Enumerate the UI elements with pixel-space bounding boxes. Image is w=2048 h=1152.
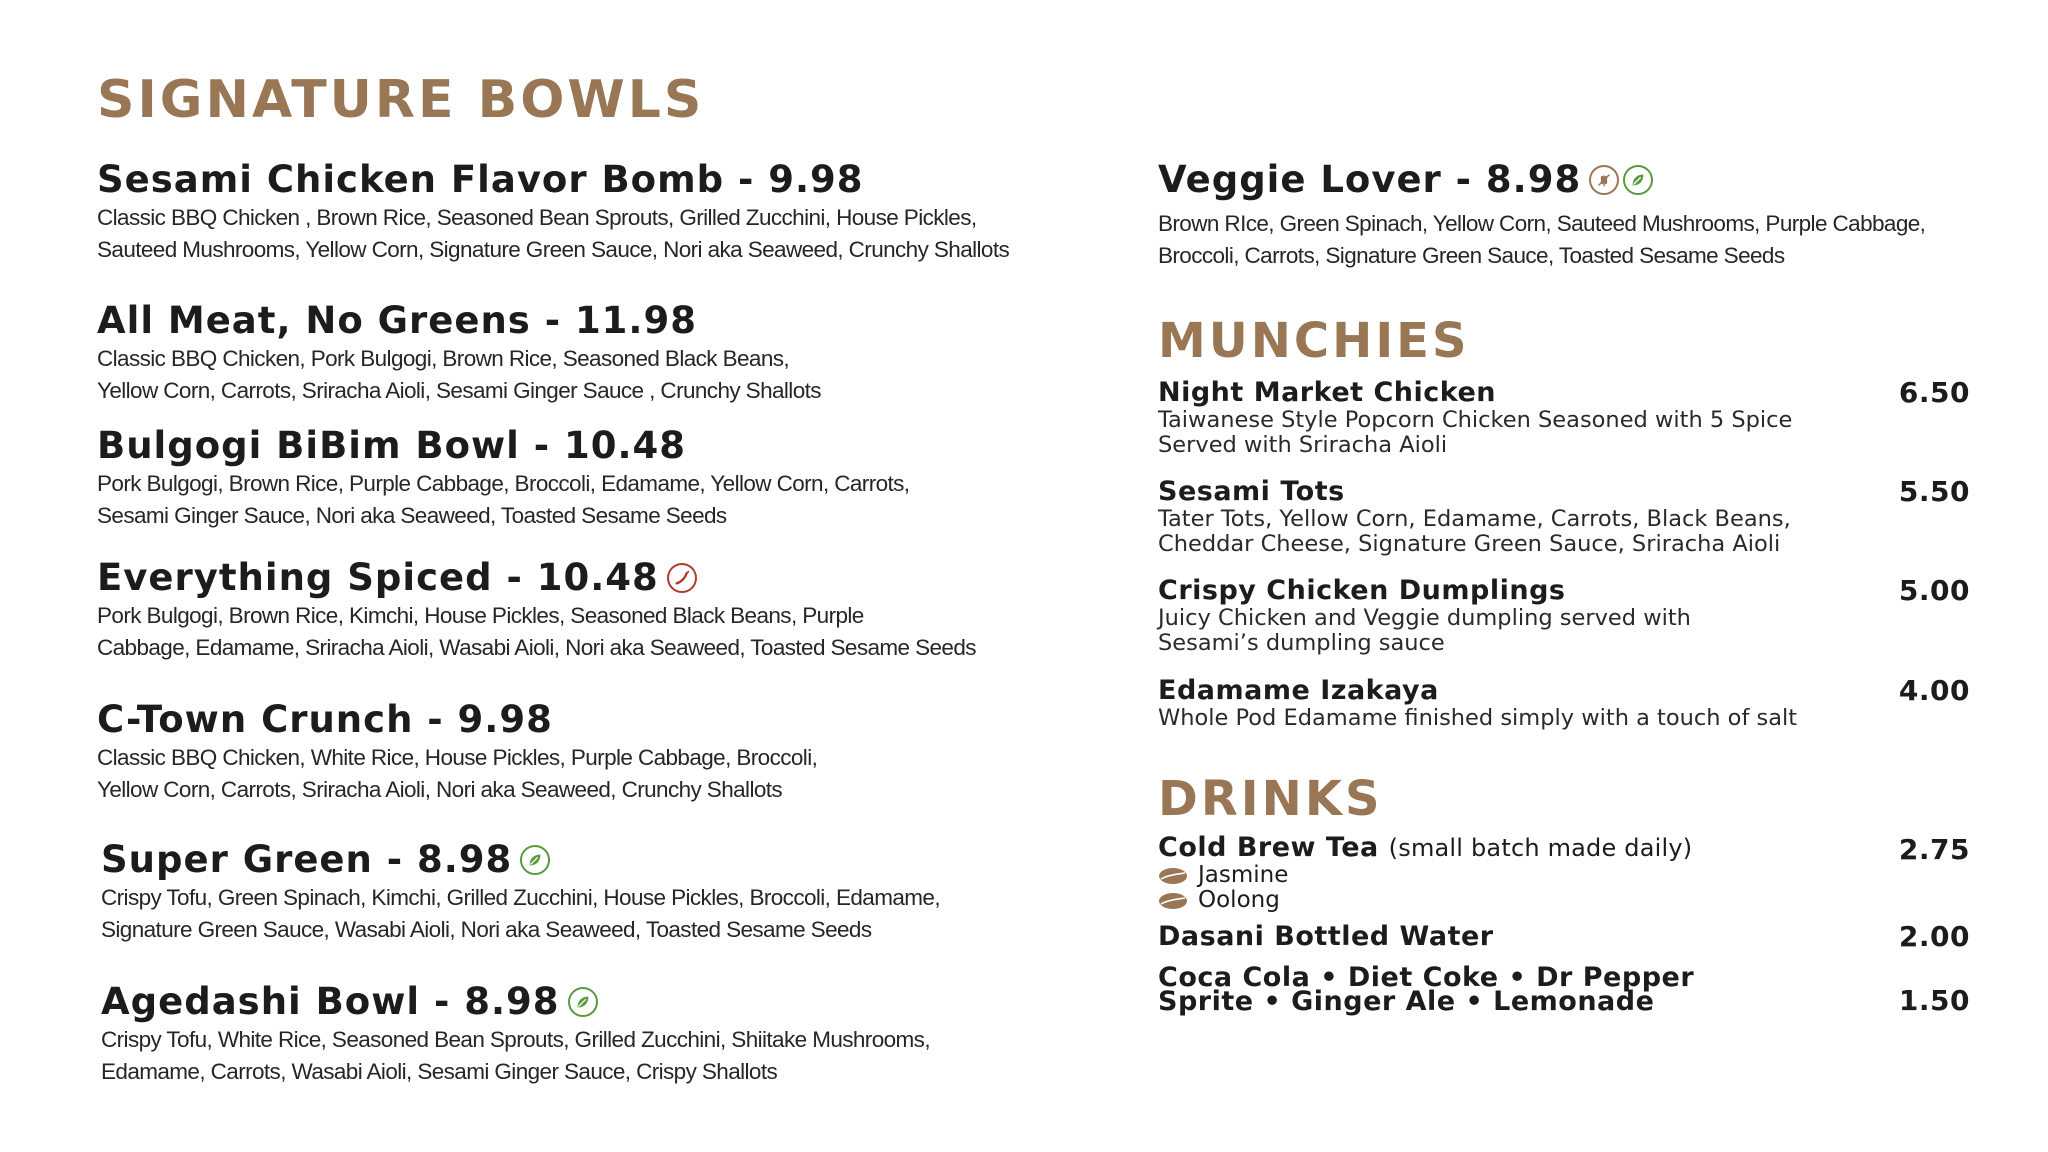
bowl-item: [97, 299, 1117, 407]
bowl-title: Agedashi Bowl - 8.98: [101, 980, 1121, 1024]
item-price: 5.50: [1898, 475, 1970, 508]
bowl-description: Pork Bulgogi, Brown Rice, Purple Cabbage, Broccoli, Edamame, Yellow Corn, Carrots, Sesami Ginger Sauce, Nori aka Seaweed, Toasted Sesame Seeds: [97, 471, 910, 528]
gluten-free-wheat-icon: [1589, 165, 1619, 195]
item-price: 5.00: [1898, 574, 1970, 607]
bowl-title: Super Green - 8.98: [101, 838, 1121, 882]
item-name: Crispy Chicken Dumplings: [1158, 575, 1566, 606]
vegan-leaf-icon: [520, 845, 550, 875]
item-description: Tater Tots, Yellow Corn, Edamame, Carrots, Black Beans, Cheddar Cheese, Signature Green Sauce, Sriracha Aioli: [1158, 506, 1791, 557]
menu-item: [1158, 676, 1970, 731]
item-name: Edamame Izakaya: [1158, 675, 1439, 706]
item-name: Dasani Bottled Water: [1158, 921, 1494, 952]
item-price: 2.00: [1898, 920, 1970, 953]
bowl-description: Crispy Tofu, Green Spinach, Kimchi, Grilled Zucchini, House Pickles, Broccoli, Edamame, Signature Green Sauce, Wasabi Aioli, Nori aka Seaweed, Toasted Sesame Seeds: [101, 885, 940, 942]
bowl-item: [97, 158, 1117, 266]
vegan-leaf-icon: [568, 987, 598, 1017]
bowl-title: C-Town Crunch - 9.98: [97, 698, 553, 741]
drink-item: [1158, 922, 1970, 952]
item-note: (small batch made daily): [1388, 834, 1693, 862]
item-description: Whole Pod Edamame finished simply with a touch of salt: [1158, 705, 1798, 731]
item-name: Coca Cola • Diet Coke • Dr Pepper Sprite • Ginger Ale • Lemonade: [1158, 962, 1695, 1017]
menu-item: [1158, 576, 1970, 656]
munchies-heading: MUNCHIES: [1158, 313, 1470, 369]
item-price: 6.50: [1898, 376, 1970, 409]
item-description: Taiwanese Style Popcorn Chicken Seasoned with 5 Spice Served with Sriracha Aioli: [1158, 407, 1793, 458]
drink-item: [1158, 833, 1970, 913]
bowl-item: [97, 424, 1117, 532]
bowl-description: Pork Bulgogi, Brown Rice, Kimchi, House Pickles, Seasoned Black Beans, Purple Cabbage, Edamame, Sriracha Aioli, Wasabi Aioli, Nori aka Seaweed, Toasted Sesame Seeds: [97, 603, 976, 660]
signature-bowls-heading: SIGNATURE BOWLS: [97, 70, 705, 130]
item-price: 2.75: [1898, 833, 1970, 866]
drink-item: [1158, 962, 1970, 1017]
item-description: Juicy Chicken and Veggie dumpling served with Sesami’s dumpling sauce: [1158, 605, 1691, 656]
bowl-description: Classic BBQ Chicken, Pork Bulgogi, Brown Rice, Seasoned Black Beans, Yellow Corn, Carrots, Sriracha Aioli, Sesami Ginger Sauce , Crunchy Shallots: [97, 346, 821, 403]
item-price: 1.50: [1898, 984, 1970, 1017]
menu-item: [1158, 477, 1970, 557]
bowl-title: Bulgogi BiBim Bowl - 10.48: [97, 424, 687, 467]
tea-leaf-icon: [1158, 892, 1188, 910]
bowl-description: Crispy Tofu, White Rice, Seasoned Bean Sprouts, Grilled Zucchini, Shiitake Mushrooms, Edamame, Carrots, Wasabi Aioli, Sesami Ginger Sauce, Crispy Shallots: [101, 1027, 930, 1084]
drinks-heading: DRINKS: [1158, 771, 1383, 827]
item-price: 4.00: [1898, 674, 1970, 707]
bowl-title: All Meat, No Greens - 11.98: [97, 299, 697, 342]
vegan-leaf-icon: [1623, 165, 1653, 195]
bowl-item: [97, 556, 1117, 664]
bowl-item: [97, 698, 1117, 806]
menu-item: [1158, 378, 1970, 458]
bowl-title: Sesami Chicken Flavor Bomb - 9.98: [97, 158, 864, 201]
item-name: Night Market Chicken: [1158, 377, 1497, 408]
bowl-item: [1158, 158, 1970, 272]
item-name: Sesami Tots: [1158, 476, 1345, 507]
tea-leaf-icon: [1158, 867, 1188, 885]
bowl-description: Classic BBQ Chicken, White Rice, House Pickles, Purple Cabbage, Broccoli, Yellow Corn, Carrots, Sriracha Aioli, Nori aka Seaweed, Crunchy Shallots: [97, 745, 818, 802]
bowl-description: Classic BBQ Chicken , Brown Rice, Seasoned Bean Sprouts, Grilled Zucchini, House Pickles, Sauteed Mushrooms, Yellow Corn, Signature Green Sauce, Nori aka Seaweed, Crunchy Shallots: [97, 205, 1010, 262]
bowl-item: [101, 980, 1121, 1088]
bowl-description: Brown RIce, Green Spinach, Yellow Corn, Sauteed Mushrooms, Purple Cabbage, Broccoli, Carrots, Signature Green Sauce, Toasted Sesame Seeds: [1158, 211, 1926, 268]
chili-pepper-icon: [667, 563, 697, 593]
tea-option: Jasmine: [1158, 863, 1970, 888]
item-name: Cold Brew Tea (small batch made daily): [1158, 832, 1693, 863]
bowl-title: Veggie Lover - 8.98: [1158, 158, 1970, 202]
bowl-title: Everything Spiced - 10.48: [97, 556, 1117, 600]
tea-option: Oolong: [1158, 888, 1970, 913]
bowl-item: [101, 838, 1121, 946]
